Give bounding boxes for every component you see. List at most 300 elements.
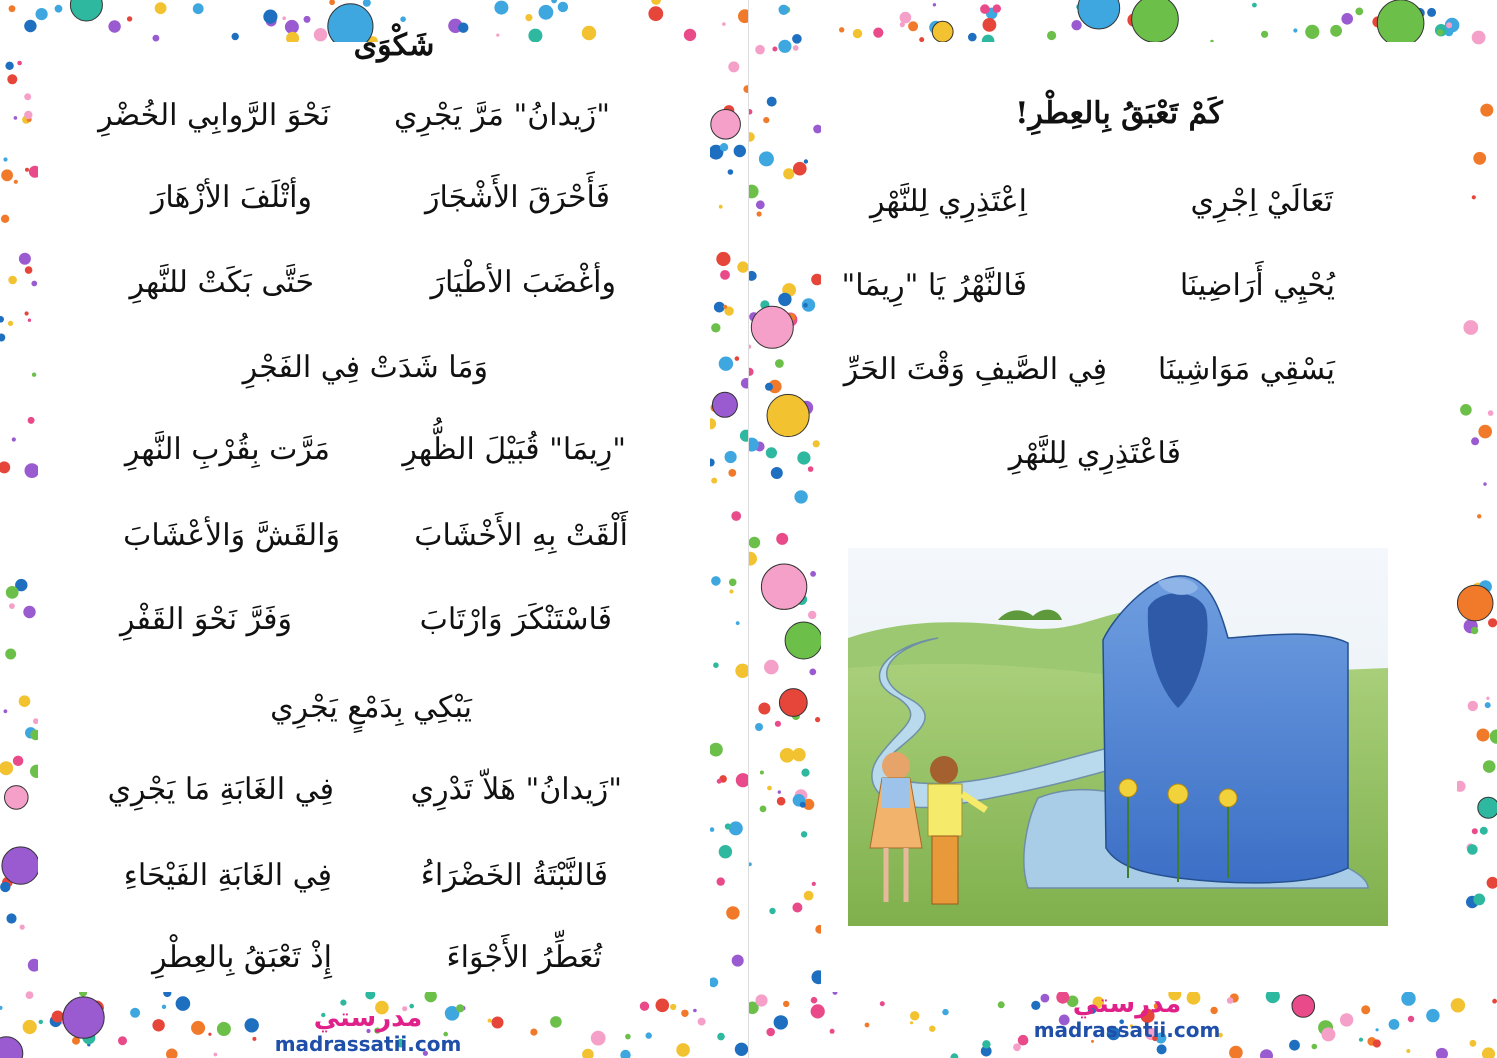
confetti-dot [792,748,805,761]
confetti-dot [25,311,29,315]
planet-icon [1292,995,1315,1018]
planet-icon [761,564,806,609]
confetti-dot [656,999,670,1013]
confetti-dot [1047,31,1056,40]
confetti-dot [759,151,774,166]
confetti-dot [640,1002,649,1011]
confetti-dot [1473,894,1485,906]
confetti-dot [910,1021,913,1024]
confetti-dot [709,743,723,757]
verse-center-1: فَاعْتَذِرِي لِلنَّهْرِ [1008,436,1181,471]
confetti-dot [760,771,764,775]
confetti-dot [725,451,737,463]
confetti-dot [755,994,767,1006]
confetti-dot [1355,7,1363,15]
confetti-dot [684,29,696,41]
planet-icon [785,622,822,659]
confetti-dot [1406,1049,1410,1053]
brand-logo[interactable] [1017,990,1237,1042]
confetti-dot [968,33,977,42]
confetti-dot [710,827,715,832]
confetti-dot [155,2,167,14]
confetti-dot [766,447,777,458]
confetti-dot [6,913,16,923]
confetti-dot [740,430,748,442]
confetti-dot [7,74,17,84]
confetti-dot [1482,1047,1495,1058]
confetti-dot [929,1026,935,1032]
confetti-dot [8,276,17,285]
confetti-dot [1485,702,1491,708]
brand-url: madrassatii.com [274,1032,462,1056]
confetti-dot [711,478,717,484]
confetti-dot [1472,195,1476,199]
confetti-dot [766,1028,775,1037]
confetti-dot [749,368,754,376]
confetti-dot [717,779,722,784]
confetti-dot [736,621,740,625]
confetti-dot [731,511,741,521]
planet-icon [1478,797,1497,818]
confetti-dot [1477,514,1481,518]
verse-left-6: وَفَرَّ نَحْوَ القَفْرِ [119,602,292,637]
confetti-dot [551,0,557,3]
confetti-dot [830,1029,835,1034]
confetti-dot [776,533,788,545]
verse-right-3: وأغْضَبَ الأطْيَارَ [430,265,616,300]
confetti-dot [28,417,35,424]
confetti-dot [1486,697,1489,700]
confetti-dot [539,5,554,20]
confetti-dot [31,281,37,287]
confetti-dot [1471,627,1478,634]
confetti-dot [779,5,789,15]
confetti-dot [494,1,508,15]
confetti-dot [1483,760,1496,773]
confetti-dot [108,20,120,32]
confetti-dot [783,168,794,179]
confetti-dot [720,270,730,280]
planet-icon [70,0,102,21]
confetti-dot [734,145,746,157]
confetti-dot [1361,1005,1370,1014]
confetti-dot [1252,3,1257,8]
verse-right-6: فَاسْتَنْكَرَ وَارْتَابَ [419,602,612,637]
confetti-dot [591,1031,606,1046]
confetti-dot [492,1017,504,1029]
confetti-dot [13,756,23,766]
confetti-dot [778,293,791,306]
confetti-dot [775,721,781,727]
confetti-dot [1,169,13,181]
confetti-dot [6,586,19,599]
confetti-dot [1261,31,1268,38]
confetti-dot [1071,20,1081,30]
confetti-dot [775,359,784,368]
confetti-dot [900,22,905,27]
confetti-dot [1157,1044,1167,1054]
confetti-dot [993,4,1001,12]
confetti-dot [0,882,10,892]
confetti-dot [732,955,744,967]
confetti-dot [1436,1048,1448,1058]
confetti-dot [774,1015,788,1029]
planet-icon [1377,0,1424,46]
confetti-dot [1293,28,1297,32]
confetti-dot [812,882,816,886]
confetti-dot [908,21,918,31]
poem-title: شَكْوَى [353,28,435,63]
confetti-dot [232,33,239,40]
confetti-dot [711,576,721,586]
confetti-dot [873,27,883,37]
confetti-dot [1477,729,1490,742]
confetti-dot [942,1009,948,1015]
confetti-dot [676,1043,690,1057]
confetti-dot [1446,22,1452,28]
confetti-dot [153,35,160,42]
verse-left-1: اِعْتَذِرِي لِلنَّهْرِ [869,184,1027,219]
confetti-dot [1483,482,1486,485]
confetti-dot [620,1050,630,1058]
confetti-dot [1471,437,1479,445]
verse-left-9: إِذْ تَعْبَقُ بِالعِطْرِ [152,940,332,975]
confetti-dot [625,1034,631,1040]
verse-left-2: وأتْلَفَ الأزْهَارَ [150,180,312,215]
confetti-dot [1490,729,1497,743]
confetti-dot [1389,1019,1400,1030]
confetti-dot [801,769,809,777]
confetti-dot [1401,991,1415,1005]
verse-right-7: "زَيدانُ" هَلاّ تَدْرِي [410,772,622,807]
confetti-dot [716,252,730,266]
confetti-dot [749,552,757,566]
confetti-dot [763,117,769,123]
confetti-dot [730,590,734,594]
verse-right-4: "رِيمَا" قُبَيْلَ الظُّهرِ [402,432,626,467]
poem-title: كَمْ تَعْبَقُ بِالعِطْرِ! [1015,96,1223,131]
confetti-dot [1426,1009,1439,1022]
confetti-dot [0,316,4,323]
confetti-dot [166,1049,178,1058]
confetti-dot [756,200,765,209]
planet-icon [1132,0,1179,42]
brand-arabic: مدرستي [1072,989,1182,1019]
confetti-dot [25,168,29,172]
confetti-dot [9,5,16,12]
verse-left-2: فَالنَّهْرُ يَا "رِيمَا" [841,268,1027,303]
confetti-dot [933,3,936,6]
confetti-dot [728,469,736,477]
verse-center-2: يَبْكِي بِدَمْعٍ يَجْرِي [270,690,472,725]
confetti-dot [670,1004,676,1010]
confetti-dot [813,440,820,447]
confetti-dot [488,1019,492,1023]
confetti-dot [36,8,48,20]
confetti-dot [951,1053,959,1058]
confetti-dot [839,27,844,32]
confetti-dot [778,40,791,53]
brand-url: madrassatii.com [1033,1018,1221,1042]
confetti-dot [735,664,748,678]
confetti-dot [764,660,779,675]
confetti-dot [729,821,743,835]
confetti-dot [735,356,740,361]
planet-icon [2,847,39,884]
confetti-dot [582,26,596,40]
confetti-dot [749,862,752,866]
confetti-dot [496,34,499,37]
brand-logo[interactable] [268,1004,468,1056]
confetti-dot [780,748,795,763]
confetti-dot [811,997,818,1004]
confetti-dot [815,717,820,722]
confetti-dot [9,603,15,609]
confetti-dot [1312,1044,1318,1050]
verse-left-1: نَحْوَ الرَّوابِي الخُضْرِ [98,98,330,133]
confetti-dot [176,996,191,1011]
confetti-dot [191,1021,205,1035]
verse-right-2: فَأَحْرَقَ الأَشْجَارَ [425,180,610,215]
confetti-dot [528,29,542,43]
confetti-dot [1468,701,1478,711]
confetti-dot [698,1018,706,1026]
planet-icon [712,392,737,417]
confetti-dot [214,1053,218,1057]
confetti-dot [804,891,814,901]
confetti-dot [910,1011,919,1020]
confetti-dot [794,490,807,503]
confetti-dot [723,305,727,309]
confetti-dot [800,802,806,808]
confetti-dot [558,2,568,12]
verse-left-7: فِي الغَابَةِ مَا يَجْرِي [107,772,334,807]
confetti-dot [0,461,10,473]
confetti-dot [252,1037,256,1041]
confetti-dot [26,991,34,999]
confetti-dot [793,45,799,51]
confetti-dot [1341,13,1353,25]
confetti-dot [1359,1038,1363,1042]
confetti-dot [1492,999,1497,1004]
verse-left-8: فِي الغَابَةِ الفَيْحَاءِ [123,858,332,893]
confetti-dot [1487,877,1497,889]
confetti-dot [1330,25,1342,37]
confetti-dot [127,16,132,21]
confetti-dot [760,806,767,813]
verse-right-1: "زَيدانُ" مَرَّ يَجْرِي [394,98,610,133]
planet-icon [751,306,793,348]
planet-icon [932,21,953,42]
confetti-dot [982,1040,990,1048]
left-page [0,0,748,1058]
confetti-dot [193,3,204,14]
confetti-dot [1488,618,1497,627]
confetti-dot [208,1033,211,1036]
confetti-dot [23,1020,37,1034]
confetti-dot [304,16,311,23]
planet-icon [767,394,809,436]
confetti-dot [749,537,760,549]
confetti-dot [809,669,816,676]
confetti-dot [769,908,775,914]
confetti-dot [24,20,36,32]
confetti-dot [728,61,739,72]
confetti-dot [24,93,31,100]
confetti-dot [1473,152,1486,165]
confetti-dot [1373,1039,1381,1047]
confetti-dot [3,157,7,161]
confetti-dot [217,1022,231,1036]
confetti-dot [19,253,31,265]
planet-icon [0,1037,23,1058]
confetti-dot [980,4,990,14]
confetti-dot [8,321,13,326]
confetti-dot [1427,8,1436,17]
confetti-dot [719,357,733,371]
confetti-dot [853,29,862,38]
confetti-dot [811,1004,825,1018]
confetti-dot [4,709,8,713]
confetti-dot [736,773,748,787]
confetti-dot [808,611,816,619]
planet-icon [1078,0,1120,29]
confetti-dot [719,845,732,858]
confetti-dot [1472,828,1478,834]
confetti-dot [717,1033,725,1041]
confetti-dot [793,162,807,176]
confetti-dot [808,466,814,472]
confetti-dot [1463,320,1478,335]
confetti-dot [0,761,13,775]
confetti-dot [118,1036,127,1045]
confetti-dot [749,185,759,199]
confetti-dot [525,14,532,21]
confetti-dot [1260,1049,1273,1058]
confetti-dot [767,786,772,791]
confetti-dot [749,271,757,281]
confetti-dot [55,5,63,13]
confetti-dot [1408,1016,1414,1022]
confetti-dot [758,703,770,715]
confetti-dot [1470,1040,1477,1047]
confetti-dot [1467,844,1478,855]
confetti-dot [530,1029,537,1036]
confetti-dot [741,378,748,389]
confetti-dot [1,215,9,223]
confetti-dot [693,1009,697,1013]
confetti-dot [720,143,728,151]
confetti-dot [737,261,748,272]
confetti-dot [0,1006,3,1010]
confetti-dot [5,649,16,660]
planet-icon [711,110,741,140]
confetti-dot [767,97,777,107]
confetti-dot [23,606,35,618]
confetti-dot [983,18,997,32]
confetti-dot [52,1011,64,1023]
confetti-dot [801,831,807,837]
confetti-dot [755,723,763,731]
confetti-dot [757,211,762,216]
confetti-dot [1013,1043,1021,1051]
planet-icon [1457,585,1493,621]
planet-icon [4,786,28,810]
confetti-dot [804,159,808,163]
confetti-dot [651,0,661,5]
confetti-dot [803,303,808,308]
confetti-dot [282,16,286,20]
confetti-dot [729,579,737,587]
confetti-dot [810,571,816,577]
confetti-dot [728,169,734,175]
confetti-dot [735,1043,748,1056]
confetti-dot [648,6,663,21]
confetti-dot [162,1005,166,1009]
verse-right-8: فَالنَّبْتَةُ الخَضْرَاءُ [420,858,608,893]
confetti-dot [792,34,802,44]
confetti-dot [1480,104,1493,117]
confetti-dot [1229,1046,1243,1058]
confetti-dot [582,1049,594,1058]
verse-center-1: وَمَا شَدَتْ فِي الفَجْرِ [242,350,488,385]
confetti-dot [1437,29,1443,35]
confetti-dot [778,790,781,793]
verse-left-3: فِي الصَّيفِ وَقْتَ الحَرِّ [843,352,1107,387]
confetti-dot [1305,25,1319,39]
confetti-dot [880,1001,885,1006]
confetti-dot [28,319,31,322]
confetti-dot [749,132,755,142]
confetti-dot [1488,410,1494,416]
verse-right-9: تُعَطِّرُ الأَجْوَاءَ [446,940,602,975]
confetti-dot [646,1032,652,1038]
confetti-dot [755,45,765,55]
river-spirit-illustration [848,548,1388,926]
verse-left-4: مَرَّت بِقُرْبِ النَّهرِ [124,432,330,467]
confetti-dot [5,62,13,70]
planet-icon [779,689,807,717]
confetti-dot [900,12,912,24]
confetti-dot [713,662,719,668]
confetti-dot [726,906,739,919]
confetti-dot [765,383,773,391]
planet-icon [63,997,104,1038]
confetti-dot [19,695,31,707]
confetti-dot [711,323,720,332]
confetti-dot [1289,1040,1300,1051]
confetti-dot [550,1016,562,1028]
confetti-dot [777,797,786,806]
confetti-dot [12,437,16,441]
confetti-dot [329,0,335,5]
confetti-dot [39,1020,43,1024]
confetti-dot [17,61,22,66]
confetti-dot [1321,1027,1335,1041]
confetti-dot [32,373,36,377]
confetti-dot [722,22,726,26]
confetti-dot [1460,404,1472,416]
confetti-dot [714,302,725,313]
confetti-dot [792,903,802,913]
verse-right-2: يُحْيِي أَرَاضِينَا [1179,268,1335,303]
confetti-dot [771,467,783,479]
confetti-dot [865,1023,870,1028]
confetti-dot [263,10,277,24]
confetti-dot [25,266,33,274]
brand-arabic: مدرستي [313,1003,423,1033]
confetti-dot [1480,827,1488,835]
